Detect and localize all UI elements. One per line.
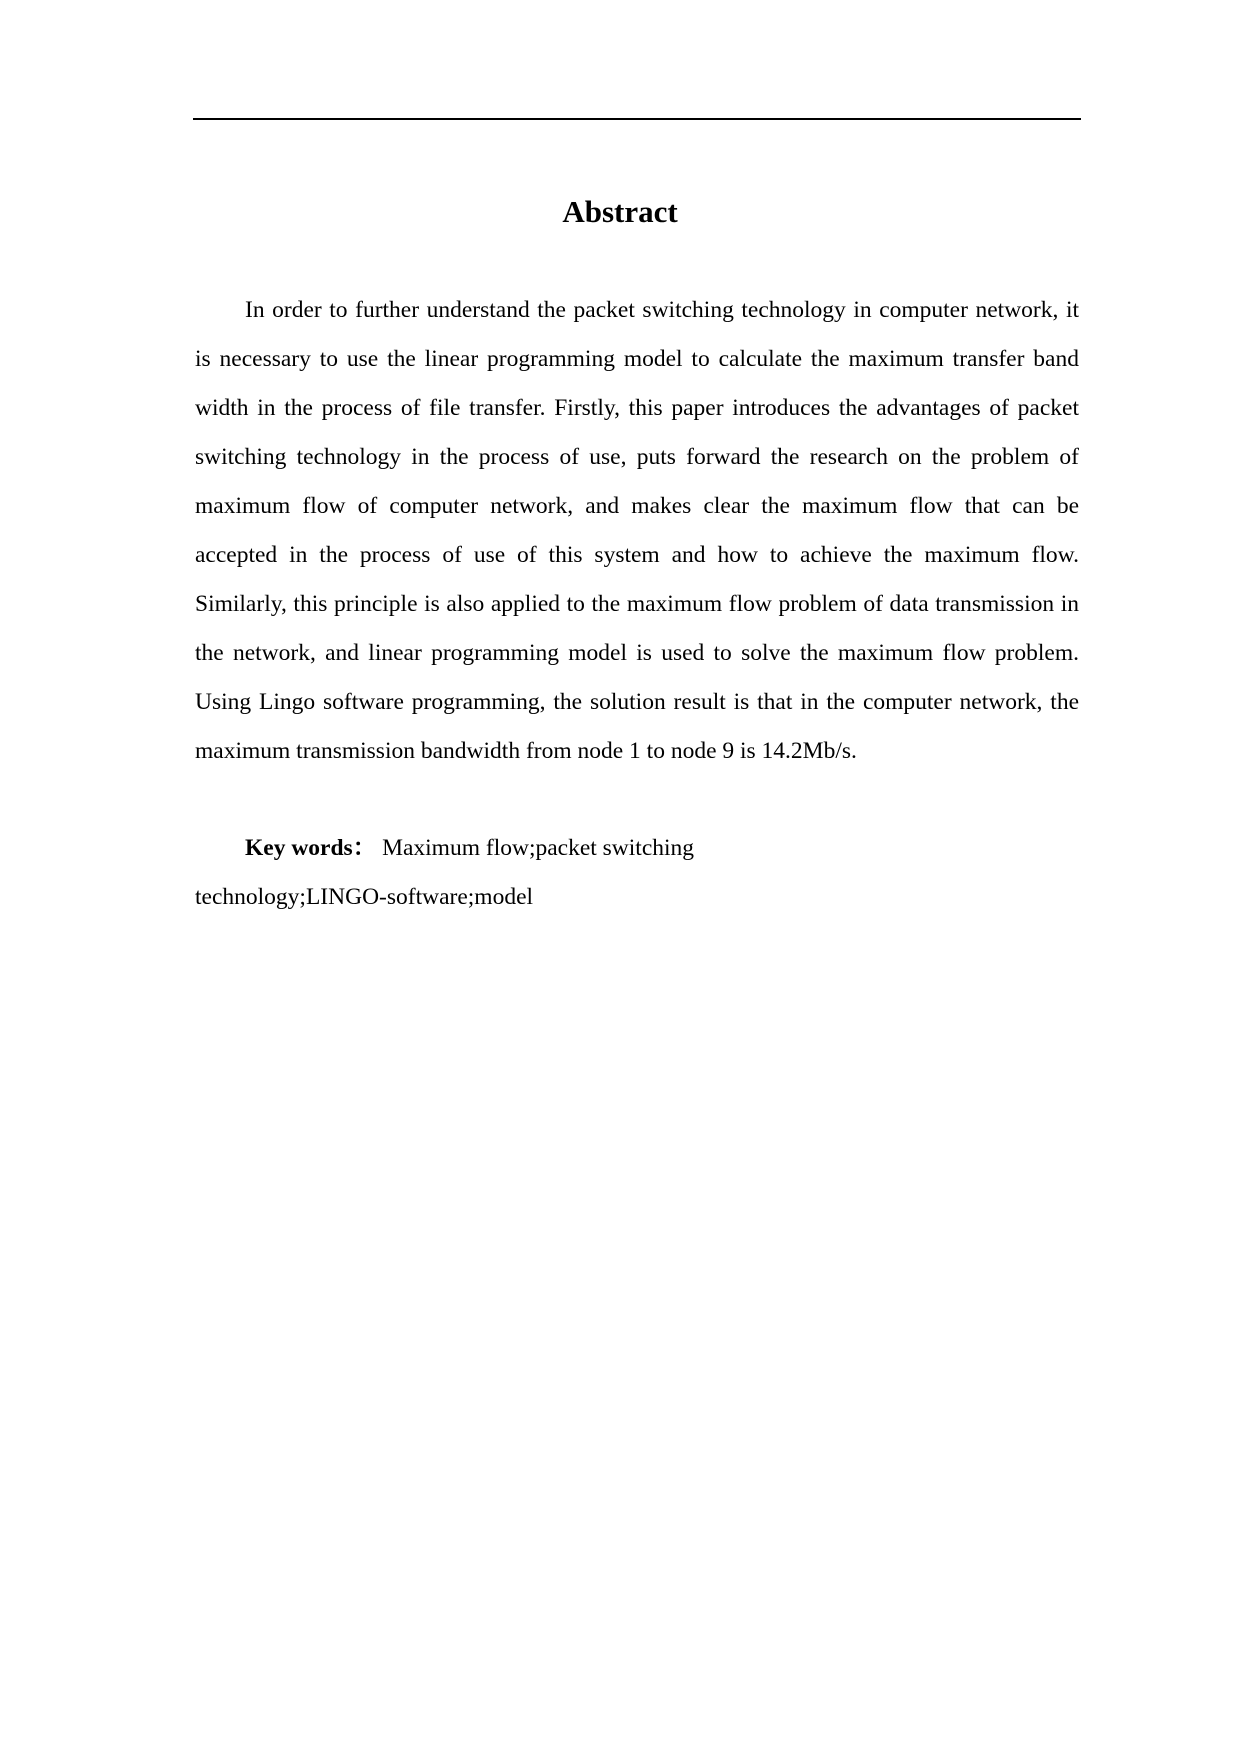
keywords-label: Key words： (245, 835, 377, 861)
keywords-line1: Maximum flow;packet switching (382, 835, 695, 861)
keywords-line2: technology;LINGO-software;model (195, 884, 534, 910)
keywords (195, 824, 1079, 922)
abstract-body: In order to further understand the packet switching technology in computer network, it is necessary to use the linear programming model to calculate the maximum transfer band width in the process of file transfer. Firstly, this paper introduces the advantages of packet switching technology in the process of use, puts forward the research on the problem of maximum flow of computer network, and makes clear the maximum flow that can be accepted in the process of use of this system and how to achieve the maximum flow. Similarly, this principle is also applied to the maximum flow problem of data transmission in the network, and linear programming model is used to solve the maximum flow problem. Using Lingo software programming, the solution result is that in the computer network, the maximum transmission bandwidth from node 1 to node 9 is 14.2Mb/s. (195, 297, 1079, 764)
header-rule (193, 118, 1081, 120)
abstract-title: Abstract (562, 194, 678, 229)
